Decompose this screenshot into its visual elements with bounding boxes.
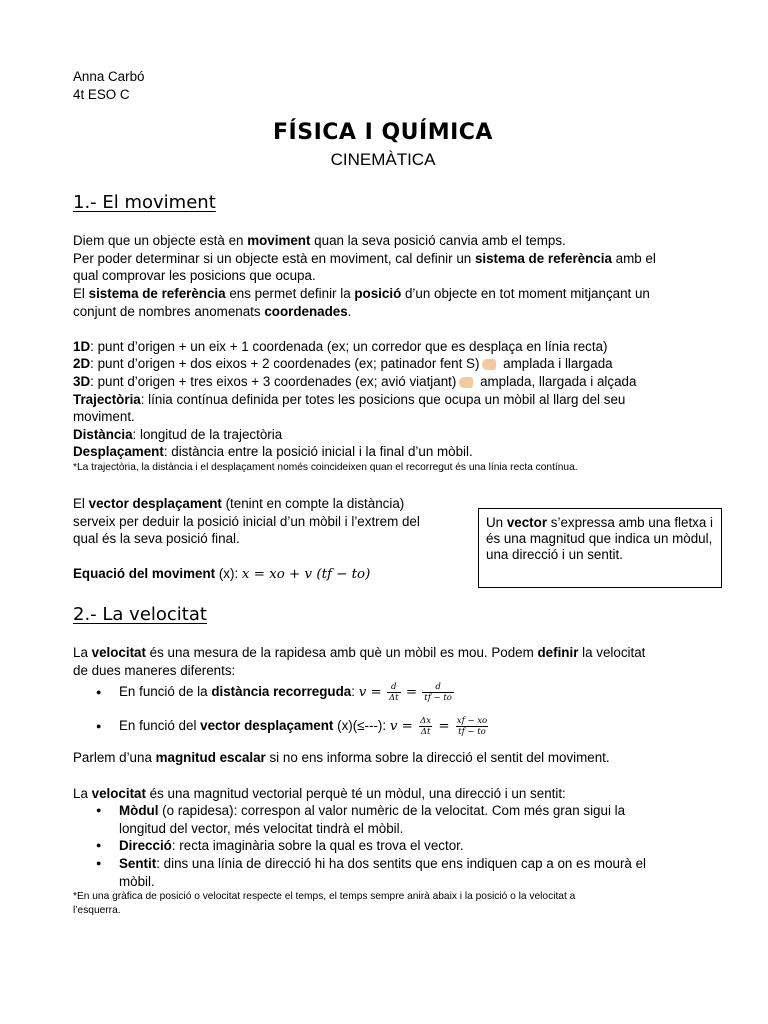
paragraph-escalar: Parlem d’una magnitud escalar si no ens informa sobre la direcció el sentit del moviment. [73, 750, 610, 766]
author-name: Anna Carbó [73, 69, 145, 84]
definitions-list: 1D: punt d’origen + un eix + 1 coordenada (ex; un corredor que es desplaça en línia recta) 2D: punt d’origen + dos eixos + 2 coordenades (ex; patinador fent S) amplada i llargada 3D: punt d’origen + tres eixos + 3 coordenades (ex; avió viatjant) amplada, llargada i alçada Trajectòria: línia contínua definida per totes les posicions que ocupa un mòbil al llarg del seu moviment. Distància: longitud de la trajectòria Desplaçament: distància entre la posició inicial i la final d’un mòbil. *La trajectòria, la distància i el desplaçament només coincideixen quan el recorregut és una línia recta contínua. [73, 338, 768, 475]
pointing-hand-icon [482, 359, 496, 370]
list-item-vector: ● En funció del vector desplaçament (x)(≤---): v = $\frac{\Delta x}{\Delta t}$ = $\frac{xf - xo}{tf - to}$ [73, 713, 768, 739]
paragraph-moviment: Diem que un objecte està en moviment quan la seva posició canvia amb el temps. Per poder determinar si un objecte està en moviment, cal definir un sistema de referència amb el qual comprovar les posicions que ocupa. El sistema de referència ens permet definir la posició d’un objecte en tot moment mitjançant un conjunt de nombres anomenats coordenades. [73, 233, 656, 319]
definition-2d: 2D: punt d’origen + dos eixos + 2 coordenades (ex; patinador fent S) amplada i llargada [73, 356, 613, 372]
document-subtitle: CINEMÀTICA [330, 150, 436, 170]
vector-info-box: Un vector s’expressa amb una fletxa i és una magnitud que indica un mòdul, una direcció i un sentit. [478, 508, 722, 588]
definition-1d: 1D: punt d’origen + un eix + 1 coordenada (ex; un corredor que es desplaça en línia recta) [73, 338, 608, 354]
definition-3d: 3D: punt d’origen + tres eixos + 3 coordenades (ex; avió viatjant) amplada, llargada i alçada [73, 373, 637, 389]
list-item-sentit: ● Sentit: dins una línia de direcció hi ha dos sentits que ens indiquen cap a on es mourà el mòbil. [73, 855, 768, 890]
equation-formula: x = xo + v (tf − to) [241, 566, 371, 582]
footnote-grafica-1: *En una gràfica de posició o velocitat respecte el temps, el temps sempre anirà abaix i la posició o la velocitat a [73, 891, 576, 903]
section-heading-velocitat: 2.- La velocitat [73, 604, 207, 626]
equation-moviment: Equació del moviment (x): x = xo + v (tf − to) [73, 565, 371, 582]
paragraph-vectorial: La velocitat és una magnitud vectorial perquè té un mòdul, una direcció i un sentit: [73, 785, 566, 801]
footnote-grafica-2: l’esquerra. [73, 905, 121, 917]
class-name: 4t ESO C [73, 86, 130, 102]
velocity-formulas-list [73, 679, 768, 739]
pointing-hand-icon [459, 377, 473, 388]
footnote-trajectoria: *La trajectòria, la distància i el desplaçament només coincideixen quan el recorregut és una línia recta contínua. [73, 461, 578, 473]
definition-trajectoria: Trajectòria: línia contínua definida per totes les posicions que ocupa un mòbil al llarg del seu [73, 391, 626, 407]
document-title: FÍSICA I QUÍMICA [273, 120, 493, 146]
section-heading-moviment: 1.- El moviment [73, 192, 216, 214]
title-block [73, 119, 693, 171]
definition-distancia: Distància: longitud de la trajectòria [73, 426, 283, 442]
list-item-direccio: ● Direcció: recta imaginària sobre la qual es trova el vector. [73, 837, 768, 855]
paragraph-vector: El vector desplaçament (tenint en compte la distància) serveix per deduir la posició inicial d’un mòbil i l’extrem del qual és la seva posició final. [73, 495, 420, 547]
paragraph-velocitat: La velocitat és una mesura de la rapidesa amb què un mòbil es mou. Podem definir la velocitat de dues maneres diferents: [73, 645, 646, 678]
vector-properties-list [73, 802, 768, 890]
definition-desplacament: Desplaçament: distància entre la posició inicial i la final d’un mòbil. [73, 444, 473, 460]
list-item-distancia: ● En funció de la distància recorreguda: v = $\frac{d}{\Delta t}$ = $\frac{d}{tf - to}$ [73, 679, 768, 705]
list-item-modul: ● Mòdul (o rapidesa): correspon al valor numèric de la velocitat. Com més gran sigui la longitud del vector, més velocitat tindrà el mòbil. [73, 802, 768, 837]
